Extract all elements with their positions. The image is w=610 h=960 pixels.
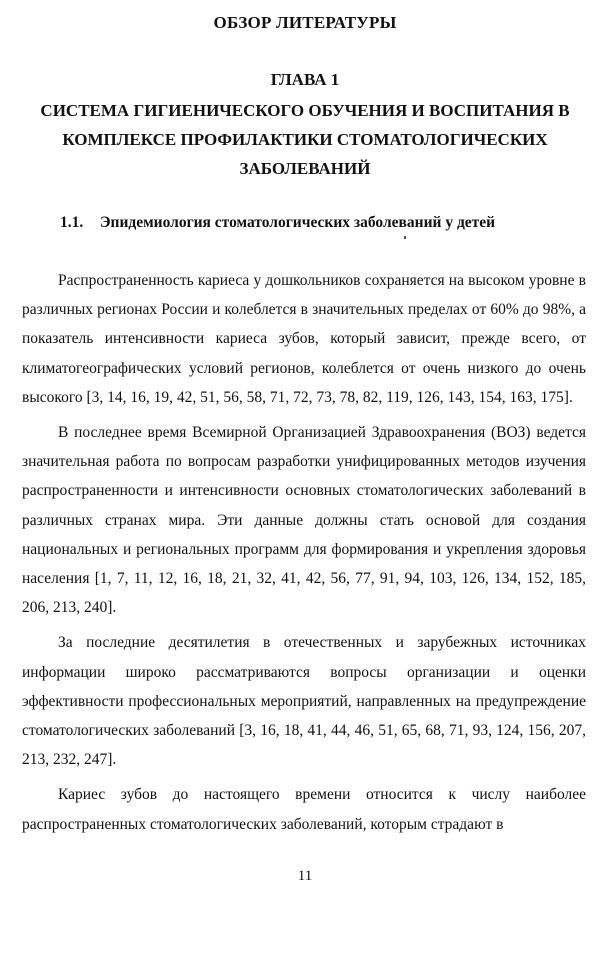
scan-speck [404,236,406,239]
section-heading: ОБЗОР ЛИТЕРАТУРЫ [213,13,397,32]
subsection-title: Эпидемиология стоматологических заболеваний у детей [100,214,496,231]
chapter-title: СИСТЕМА ГИГИЕНИЧЕСКОГО ОБУЧЕНИЯ И ВОСПИТАНИЯ В КОМПЛЕКСЕ ПРОФИЛАКТИКИ СТОМАТОЛОГИЧЕСКИХ ЗАБОЛЕВАНИЙ [40,101,570,178]
paragraph: В последнее время Всемирной Организацией Здравоохранения (ВОЗ) ведется значительная работа по вопросам разработки унифицированных методов изучения распространенности и интенсивности основных стоматологических заболеваний в различных странах мира. Эти данные должны стать основой для создания национальных и региональных программ для формирования и укрепления здоровья населения [1, 7, 11, 12, 16, 18, 21, 32, 41, 42, 56, 77, 91, 94, 103, 126, 134, 152, 185, 206, 213, 240]. [22,424,586,617]
subsection-heading [60,214,495,232]
paragraph: За последние десятилетия в отечественных и зарубежных источниках информации широко рассматриваются вопросы организации и оценки эффективности профессиональных мероприятий, направленных на предупреждение стоматологических заболеваний [3, 16, 18, 41, 44, 46, 51, 65, 68, 71, 93, 124, 156, 207, 213, 232, 247]. [22,634,586,769]
body-text [22,266,586,845]
chapter-label: ГЛАВА 1 [270,70,340,89]
subsection-number: 1.1. [60,214,84,231]
paragraph: Кариес зубов до настоящего времени относится к числу наиболее распространенных стоматологических заболеваний, которым страдают в [22,786,586,833]
page-number: 11 [297,868,313,884]
paragraph: Распространенность кариеса у дошкольников сохраняется на высоком уровне в различных регионах России и колеблется в значительных пределах от 60% до 98%, а показатель интенсивности кариеса зубов, который зависит, прежде всего, от климатогеографических условий регионов, колеблется от очень низкого до очень высокого [3, 14, 16, 19, 42, 51, 56, 58, 71, 72, 73, 78, 82, 119, 126, 143, 154, 163, 175]. [22,272,586,406]
